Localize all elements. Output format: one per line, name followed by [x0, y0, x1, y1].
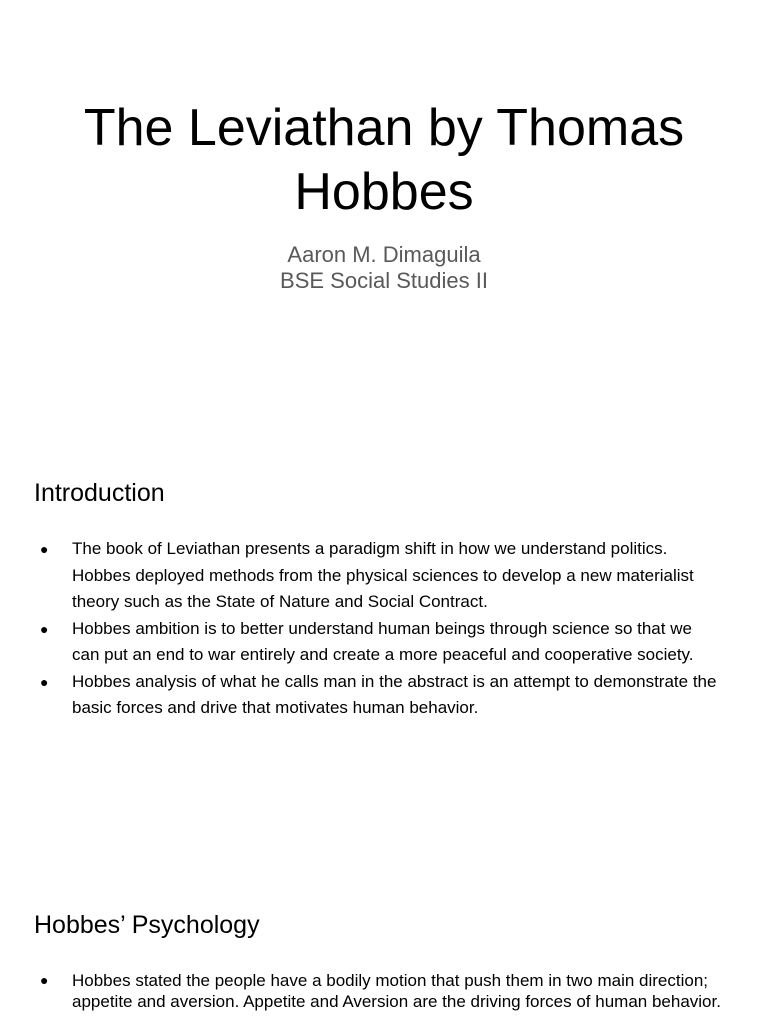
bullet-item — [34, 536, 724, 616]
bullet-list — [34, 536, 724, 722]
bullet-item — [34, 616, 724, 669]
introduction-slide — [0, 440, 768, 840]
title-slide — [0, 0, 768, 410]
bullet-icon: ● — [40, 620, 49, 637]
slide-heading: Hobbes’ Psychology — [34, 911, 260, 939]
presentation-title: The Leviathan by Thomas Hobbes — [83, 99, 685, 221]
bullet-text: Hobbes ambition is to better understand human beings through science so that we can put an end to war entirely and create a more peaceful and cooperative society. — [72, 618, 694, 664]
bullet-item — [34, 669, 724, 722]
author-name: Aaron M. Dimaguila — [287, 242, 481, 267]
slide-heading: Introduction — [34, 479, 165, 507]
course-name: BSE Social Studies II — [280, 268, 488, 293]
psychology-slide — [0, 870, 768, 1024]
presentation-subtitle — [40, 242, 728, 294]
bullet-text: The book of Leviathan presents a paradigm shift in how we understand politics. Hobbes deployed methods from the physical sciences to develop a new materialist theory such as the State of Nature and Social Contract. — [72, 539, 694, 611]
bullet-list — [34, 970, 724, 1012]
bullet-text: Hobbes stated the people have a bodily motion that push them in two main direction; appetite and aversion. Appetite and Aversion are the driving forces of human behavior. — [72, 971, 721, 1011]
bullet-icon: ● — [40, 972, 49, 988]
bullet-icon: ● — [40, 673, 49, 690]
bullet-text: Hobbes analysis of what he calls man in the abstract is an attempt to demonstrate the basic forces and drive that motivates human behavior. — [72, 671, 717, 717]
bullet-item — [34, 970, 724, 1012]
bullet-icon: ● — [40, 541, 49, 557]
